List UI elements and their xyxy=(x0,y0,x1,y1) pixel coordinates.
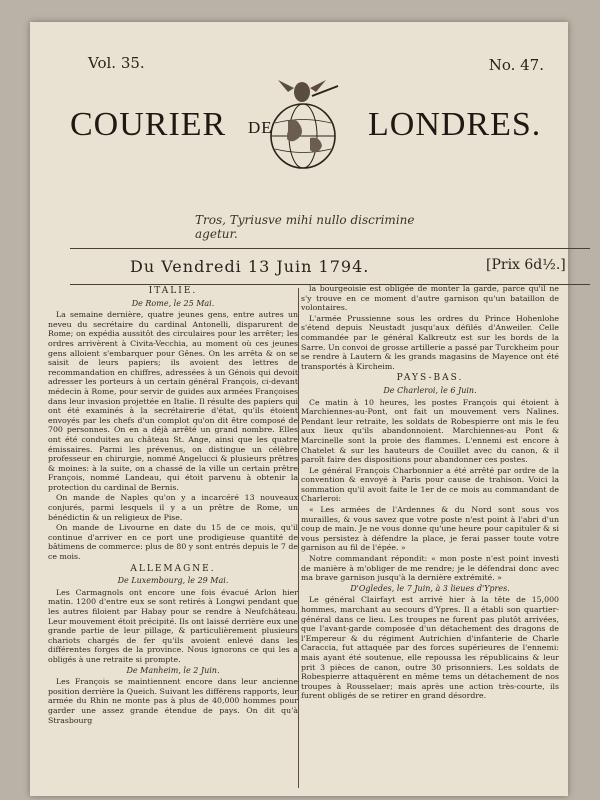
dateline-ogledes: D'Ogledes, le 7 Juin, à 3 lieues d'Ypres. xyxy=(350,583,510,593)
title-de: DE xyxy=(248,118,273,137)
paragraph: L'armée Prussienne sous les ordres du Prince Hohenlohe s'étend depuis Neustadt jusqu'aux défilés d'Anweiler. Celle commandée par le général Kalkreutz est sur les bords de la Sarre. Un convoi de grosse artillerie a passé par Turckheim pour se rendre à Lautern & les grands magasins de Mayence ont été transportés à Kircheim. xyxy=(301,313,559,371)
paragraph: On mande de Livourne en date du 15 de ce mois, qu'il continue d'arriver en ce port une prodigieuse quantité de bâtimens de commerce: plus de 80 y sont entrés depuis le 7 de ce mois. xyxy=(48,523,298,562)
paragraph: Les François se maintiennent encore dans leur ancienne position derrière la Queich. Suivant les différens rapports, leur armée du Rhin ne monte pas à plus de 40,000 hommes pour garder une assez grande étendue de pays. On dit qu'à Strasbourg xyxy=(48,677,298,725)
title-left: COURIER xyxy=(70,106,227,143)
paragraph: « Les armées de l'Ardennes & du Nord sont sous vos murailles, & vous savez que votre poste n'est point à l'abri d'un coup de main. Je ne vous donne qu'une heure pour capituler & si vous persistez à défendre la place, je ferai passer toute votre garnison au fil de l'épée. » xyxy=(301,505,559,553)
section-heading-pays-bas: PAYS-BAS. xyxy=(396,373,464,384)
paragraph: La semaine dernière, quatre jeunes gens, entre autres un neveu du secrétaire du cardinal Antonelli, disparurent de Rome; on expédia aussitôt des circulaires pour les arrêter; les ordres arrivèrent à Civita-Vecchia, au moment où ces jeunes gens alloient s'embarquer pour Gênes. On les arrêta & on se saisit de leurs papiers; ils avoient des lettres de recommandation en chiffres, adressées à un Génois qui devoit adresser les porteurs à un certain général François, ci-devant médecin à Rome, pour servir de guides aux armées Françoises dans leur invasion projettée en Italie. Il résulte des papiers qui ont été examinés à la secrétairerie d'état, qu'ils étoient envoyés par les chefs d'un complot qu'on dit être composé de 700 personnes. On en a déjà arrêté un grand nombre. Elles ont été conduites au château St. Ange, ainsi que les quatre émissaires. Parmi les prévenus, on distingue un célèbre professeur en chirurgie, nommé Angelucci & plusieurs prêtres & moines: à la suite, on a chassé de la ville un certain prêtre François, nommé Landeau, qui étoit parvenu à obtenir la protection du cardinal de Bernis. xyxy=(48,310,298,492)
dateline: Du Vendredi 13 Juin 1794. xyxy=(130,257,370,276)
paragraph: la bourgeoisie est obligée de monter la garde, parce qu'il ne s'y trouve en ce moment d'autre garnison qu'un bataillon de volontaires. xyxy=(301,284,559,313)
title-right: LONDRES. xyxy=(368,106,542,143)
dateline-manheim: De Manheim, le 2 Juin. xyxy=(126,665,220,675)
paragraph: Ce matin à 10 heures, les postes François qui étoient à Marchiennes-au-Pont, ont fait un mouvement vers Nalines. Pendant leur retraite, les soldats de Robespierre ont mis le feu aux lieux qu'ils abandonnoient. Marchiennes-au Pont & Marcinelle sont la proie des flammes. L'ennemi est encore à Chatelet & sur les hauteurs de Couillet avec du canon, & il paroît faire des dispositions pour abandonner ces postes. xyxy=(301,397,559,465)
paragraph: Les Carmagnols ont encore une fois évacué Arlon hier matin. 1200 d'entre eux se sont retirés à Longwi pendant que les autres filoient par Habay pour se rendre à Neufchâteau. Leur mouvement étoit précipité. Ils ont laissé derrière eux une grande partie de leur pillage, & particulièrement plusieurs chariots chargés de fer qu'ils avoient enlevé dans les différentes forges de la province. Nous ignorons ce qui les a obligés à une retraite si prompte. xyxy=(48,587,298,664)
paragraph: Le général François Charbonnier a été arrêté par ordre de la convention & envoyé à Paris pour cause de trahison. Voici la sommation qu'il avoit faite le 1er de ce mois au commandant de Charleroi: xyxy=(301,465,559,504)
paragraph: Notre commandant répondit: « mon poste n'est point investi de manière à m'obliger de me rendre; je le défendrai donc avec ma brave garnison jusqu'à la dernière extrémité. » xyxy=(301,554,559,583)
column-divider xyxy=(298,288,299,788)
globe-emblem-icon xyxy=(258,76,348,176)
section-heading-italie: ITALIE. xyxy=(148,286,198,296)
right-column xyxy=(301,284,559,702)
left-column xyxy=(48,284,298,726)
top-rule xyxy=(70,248,590,249)
dateline-charleroi: De Charleroi, le 6 Juin. xyxy=(383,385,477,395)
paragraph: Le général Clairfayt est arrivé hier à la tête de 15,000 hommes, marchant au secours d'Ypres. Il a établi son quartier-général dans ce lieu. Les troupes ne furent pas plutôt arrivées, que l'avant-garde composée d'un détachement des dragons de l'Empereur & du régiment Autrichien d'infanterie de Charle Caraccia, fut attaquée par des forces supérieures de l'ennemi: mais ayant été soutenue, elle repoussa les républicains & leur prit 3 pièces de canon, outre 30 prisonniers. Les soldats de Robespierre attaquèrent en même tems un détachement de nos troupes à Rousselaer; mais après une action très-courte, ils furent obligés de se retirer en grand désordre. xyxy=(301,595,559,701)
motto: Tros, Tyriusve mihi nullo discrimine agetur. xyxy=(195,213,415,241)
dateline-luxembourg: De Luxembourg, le 29 Mai. xyxy=(117,576,229,586)
issue-number: No. 47. xyxy=(488,56,544,74)
section-heading-allemagne: ALLEMAGNE. xyxy=(130,563,216,574)
volume-number: Vol. 35. xyxy=(88,54,145,72)
paragraph: On mande de Naples qu'on y a incarcéré 13 nouveaux conjurés, parmi lesquels il y a un prêtre de Rome, un bénédictin & un religieux de Pise. xyxy=(48,493,298,522)
dateline-rome: De Rome, le 25 Mai. xyxy=(131,298,215,308)
price: [Prix 6d½.] xyxy=(486,257,566,273)
